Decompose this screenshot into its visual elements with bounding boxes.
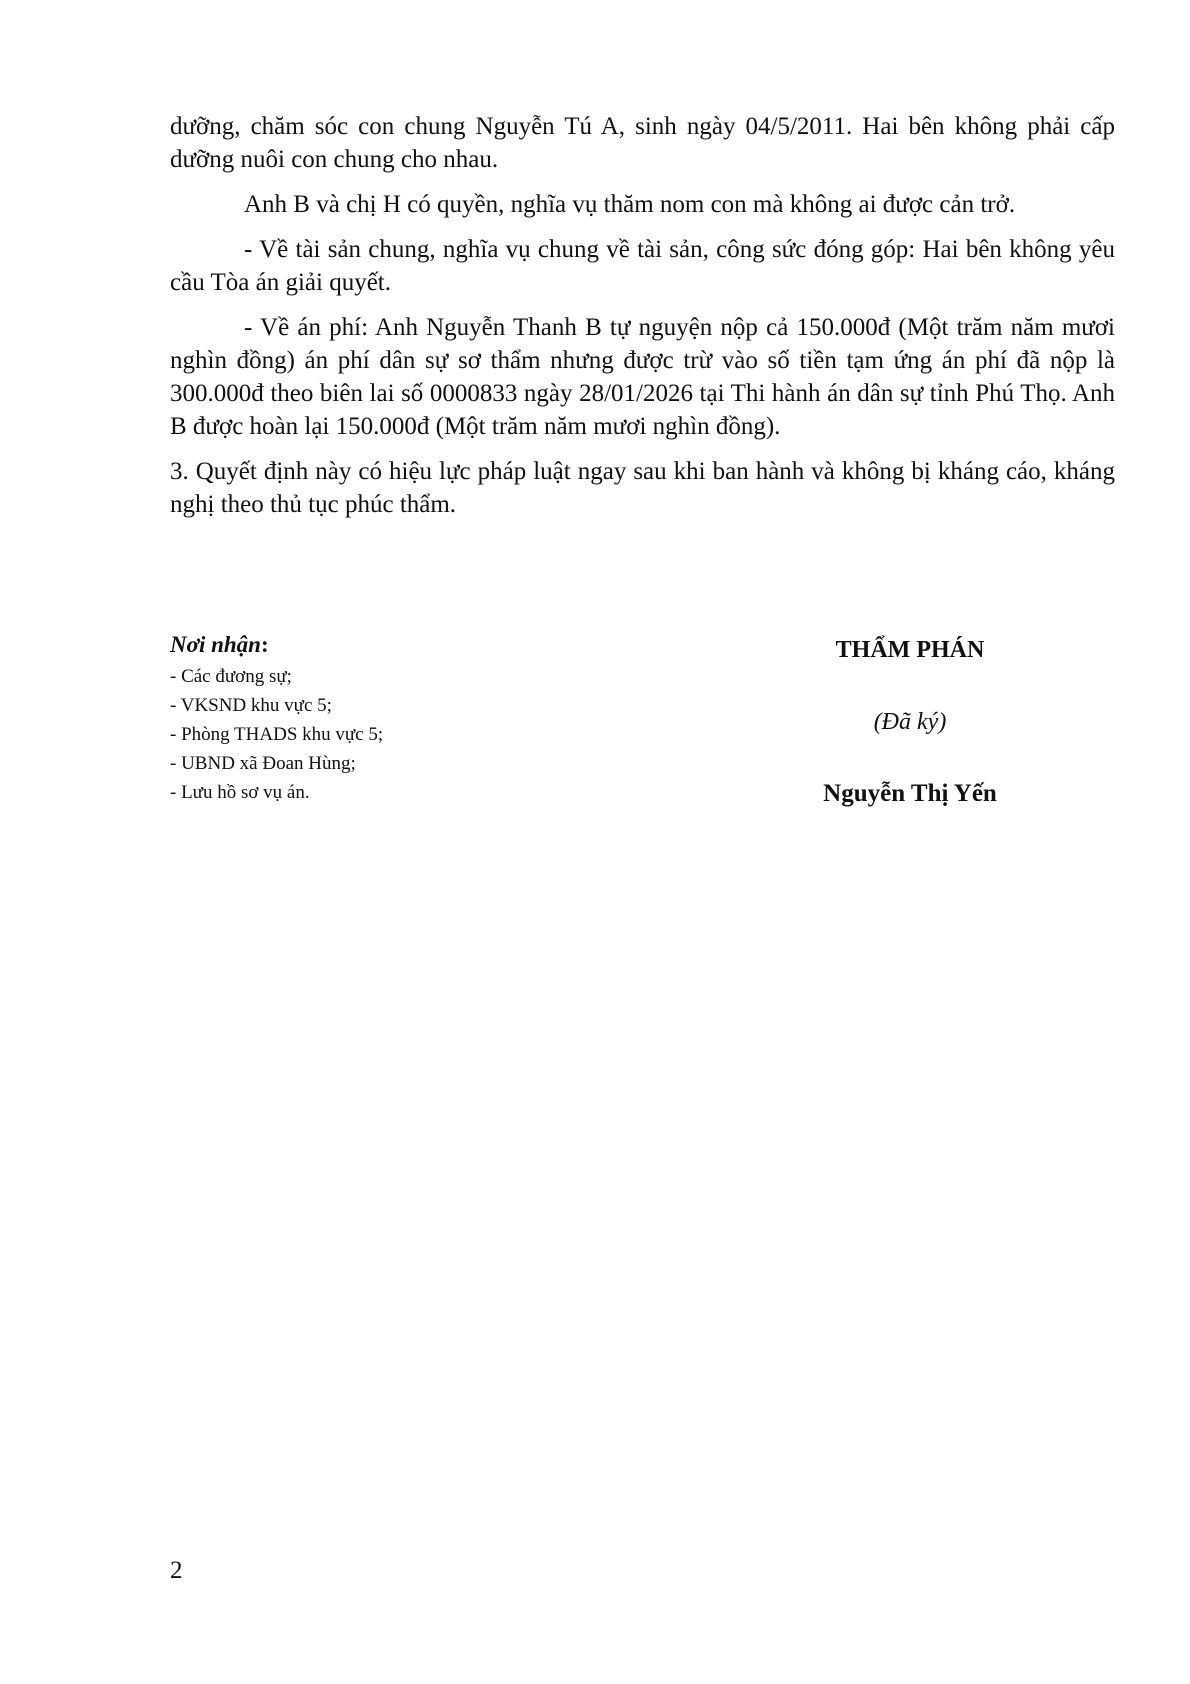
signer-block — [710, 630, 1110, 810]
recipient-item: - Các đương sự; — [170, 666, 292, 687]
document-body — [170, 110, 1115, 533]
signed-note: (Đã ký) — [873, 709, 947, 735]
recipients-title — [170, 630, 590, 660]
signer-name: Nguyễn Thị Yến — [823, 780, 997, 807]
recipient-item: - Phòng THADS khu vực 5; — [170, 724, 384, 745]
signature-section — [170, 630, 1115, 830]
signer-title: THẨM PHÁN — [835, 637, 985, 663]
paragraph-visitation-rights: Anh B và chị H có quyền, nghĩa vụ thăm nom con mà không ai được cản trở. — [244, 191, 1016, 218]
paragraph-common-property: - Về tài sản chung, nghĩa vụ chung về tài sản, công sức đóng góp: Hai bên không yêu cầu Tòa án giải quyết. — [170, 236, 1115, 296]
recipient-item: - UBND xã Đoan Hùng; — [170, 753, 356, 774]
page-number: 2 — [170, 1557, 183, 1584]
recipient-item: - Lưu hồ sơ vụ án. — [170, 782, 310, 803]
recipients-title-colon: : — [260, 632, 269, 657]
recipients-title-label: Nơi nhận — [170, 632, 261, 657]
recipient-item: - VKSND khu vực 5; — [170, 695, 332, 716]
recipients-list — [170, 630, 590, 807]
paragraph-effectiveness: 3. Quyết định này có hiệu lực pháp luật ngay sau khi ban hành và không bị kháng cáo, kháng nghị theo thủ tục phúc thẩm. — [170, 458, 1115, 518]
paragraph-child-support: dưỡng, chăm sóc con chung Nguyễn Tú A, sinh ngày 04/5/2011. Hai bên không phải cấp dưỡng nuôi con chung cho nhau. — [170, 113, 1115, 173]
paragraph-court-fee: - Về án phí: Anh Nguyễn Thanh B tự nguyện nộp cả 150.000đ (Một trăm năm mươi nghìn đồng) án phí dân sự sơ thẩm nhưng được trừ vào số tiền tạm ứng án phí đã nộp là 300.000đ theo biên lai số 0000833 ngày 28/01/2026 tại Thi hành án dân sự tỉnh Phú Thọ. Anh B được hoàn lại 150.000đ (Một trăm năm mươi nghìn đồng). — [170, 314, 1115, 440]
